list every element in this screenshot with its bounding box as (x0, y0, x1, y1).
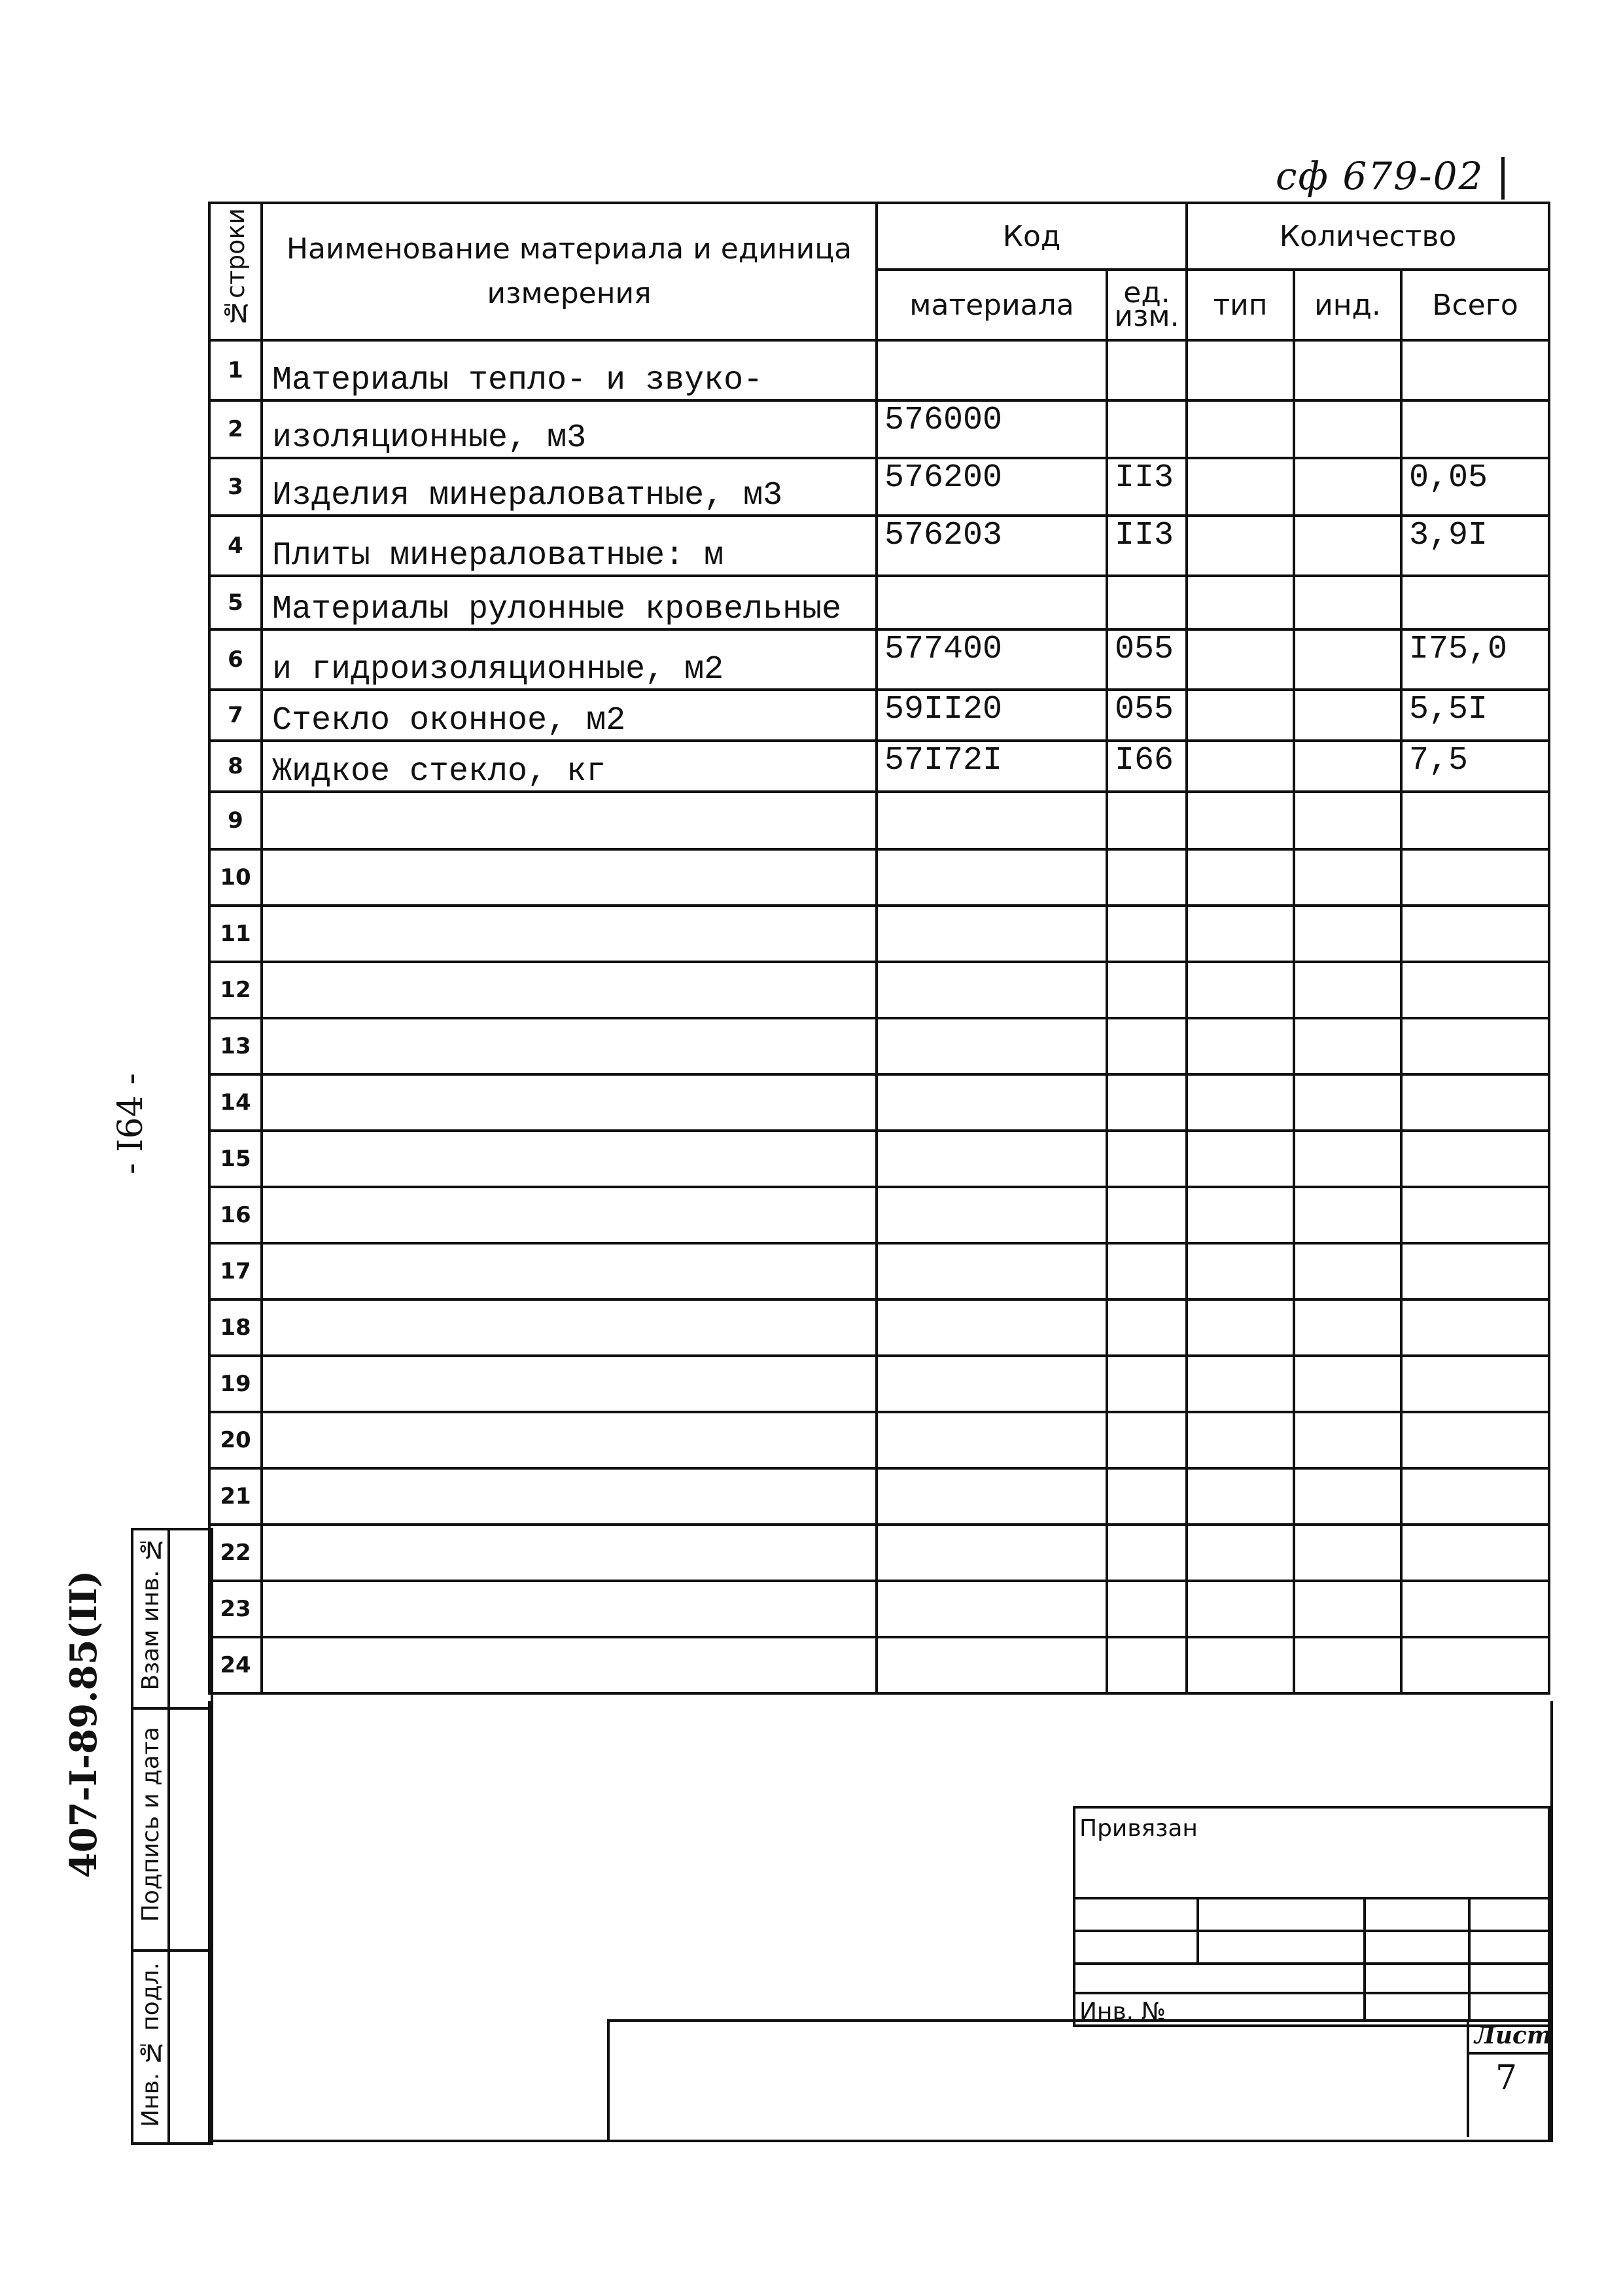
quantity-total (1401, 1018, 1549, 1074)
quantity-ind (1294, 1131, 1401, 1187)
row-number: 22 (209, 1525, 262, 1581)
row-number: 11 (209, 906, 262, 962)
quantity-total (1401, 1581, 1549, 1637)
title-block-lower (607, 2019, 1550, 2142)
material-name (262, 1187, 877, 1243)
table-row (209, 741, 1549, 792)
quantity-ind (1294, 1018, 1401, 1074)
material-name: Материалы тепло- и звуко- (262, 340, 877, 400)
unit-code (1107, 1525, 1187, 1581)
quantity-total (1401, 849, 1549, 906)
unit-code (1107, 400, 1187, 458)
quantity-total: 5,5I (1401, 690, 1549, 741)
material-code (877, 340, 1107, 400)
quantity-ind (1294, 792, 1401, 849)
table-row (209, 1131, 1549, 1187)
material-code: 577400 (877, 629, 1107, 690)
material-name (262, 1412, 877, 1468)
material-code: 59II20 (877, 690, 1107, 741)
row-number: 13 (209, 1018, 262, 1074)
quantity-ind (1294, 516, 1401, 576)
quantity-type (1187, 1637, 1294, 1693)
quantity-ind (1294, 1637, 1401, 1693)
quantity-ind (1294, 906, 1401, 962)
table-row (209, 516, 1549, 576)
unit-code (1107, 1299, 1187, 1356)
material-name (262, 1356, 877, 1412)
quantity-type (1187, 400, 1294, 458)
quantity-ind (1294, 400, 1401, 458)
table-row (209, 340, 1549, 400)
header-material-name: Наименование материала и единица измерения (262, 203, 877, 340)
unit-code (1107, 849, 1187, 906)
row-number: 9 (209, 792, 262, 849)
quantity-total (1401, 1243, 1549, 1299)
row-number: 4 (209, 516, 262, 576)
quantity-type (1187, 1018, 1294, 1074)
table-row (209, 458, 1549, 516)
row-number: 15 (209, 1131, 262, 1187)
swap-inventory-label: Взам инв. № (137, 1536, 164, 1691)
unit-code (1107, 1468, 1187, 1525)
quantity-type (1187, 1581, 1294, 1637)
quantity-total (1401, 792, 1549, 849)
material-code (877, 1131, 1107, 1187)
quantity-ind (1294, 741, 1401, 792)
row-number: 12 (209, 962, 262, 1018)
unit-code (1107, 1187, 1187, 1243)
unit-code (1107, 962, 1187, 1018)
table-row (209, 629, 1549, 690)
quantity-ind (1294, 1468, 1401, 1525)
material-code: 576000 (877, 400, 1107, 458)
quantity-total (1401, 1525, 1549, 1581)
material-name: и гидроизоляционные, м2 (262, 629, 877, 690)
unit-code: 055 (1107, 690, 1187, 741)
quantity-total (1401, 576, 1549, 629)
header-row-number: №строки (209, 203, 262, 340)
sheet-label: Лист (1475, 2022, 1552, 2049)
header-code: Код (877, 203, 1187, 270)
quantity-type (1187, 1243, 1294, 1299)
original-inventory-label: Инв. № подл. (137, 1962, 164, 2127)
row-number: 18 (209, 1299, 262, 1356)
unit-code (1107, 792, 1187, 849)
sheet-divider (1469, 2052, 1548, 2055)
quantity-ind (1294, 849, 1401, 906)
quantity-type (1187, 690, 1294, 741)
stamp-line (1196, 1897, 1199, 1962)
material-name (262, 1243, 877, 1299)
table-row (209, 1637, 1549, 1693)
row-number: 20 (209, 1412, 262, 1468)
stamp-line (1075, 1992, 1548, 1994)
table-row (209, 906, 1549, 962)
quantity-type (1187, 741, 1294, 792)
material-code (877, 1356, 1107, 1412)
material-name: Изделия минераловатные, м3 (262, 458, 877, 516)
material-name (262, 1581, 877, 1637)
header-quantity: Количество (1187, 203, 1549, 270)
quantity-ind (1294, 1074, 1401, 1131)
table-row (209, 1299, 1549, 1356)
unit-code: 055 (1107, 629, 1187, 690)
material-code: 576203 (877, 516, 1107, 576)
material-name: изоляционные, м3 (262, 400, 877, 458)
sheet-box (1467, 2019, 1552, 2137)
material-code (877, 1187, 1107, 1243)
quantity-type (1187, 1299, 1294, 1356)
table-row (209, 1018, 1549, 1074)
header-code-unit: ед. изм. (1107, 270, 1187, 340)
material-code (877, 1243, 1107, 1299)
quantity-type (1187, 1356, 1294, 1412)
material-name (262, 906, 877, 962)
quantity-type (1187, 906, 1294, 962)
material-name (262, 1468, 877, 1525)
row-number: 24 (209, 1637, 262, 1693)
quantity-total: 3,9I (1401, 516, 1549, 576)
row-number: 17 (209, 1243, 262, 1299)
unit-code (1107, 906, 1187, 962)
row-number: 6 (209, 629, 262, 690)
material-code (877, 1018, 1107, 1074)
side-stamp-divider (133, 1949, 211, 1952)
quantity-ind (1294, 1581, 1401, 1637)
quantity-ind (1294, 1299, 1401, 1356)
materials-table (208, 202, 1550, 1695)
quantity-total (1401, 962, 1549, 1018)
row-number: 2 (209, 400, 262, 458)
quantity-ind (1294, 1356, 1401, 1412)
material-name (262, 1637, 877, 1693)
table-row (209, 792, 1549, 849)
table-row (209, 576, 1549, 629)
document-code: сф 679-02 (1276, 154, 1484, 198)
table-row (209, 1412, 1549, 1468)
quantity-total (1401, 1468, 1549, 1525)
row-number: 19 (209, 1356, 262, 1412)
attached-label: Привязан (1079, 1815, 1198, 1842)
table-row (209, 1356, 1549, 1412)
row-number: 23 (209, 1581, 262, 1637)
material-code (877, 1074, 1107, 1131)
row-number: 14 (209, 1074, 262, 1131)
row-number: 16 (209, 1187, 262, 1243)
material-code (877, 792, 1107, 849)
table-row (209, 849, 1549, 906)
unit-code: II3 (1107, 458, 1187, 516)
quantity-type (1187, 458, 1294, 516)
unit-code (1107, 1412, 1187, 1468)
stamp-line (1075, 1930, 1548, 1932)
quantity-ind (1294, 340, 1401, 400)
quantity-ind (1294, 1412, 1401, 1468)
quantity-total (1401, 340, 1549, 400)
material-name (262, 1131, 877, 1187)
quantity-ind (1294, 1187, 1401, 1243)
material-code: 576200 (877, 458, 1107, 516)
row-number: 1 (209, 340, 262, 400)
row-number: 5 (209, 576, 262, 629)
table-row (209, 690, 1549, 741)
material-name: Плиты минераловатные: м (262, 516, 877, 576)
quantity-type (1187, 792, 1294, 849)
document-designation: 407-I-89.85(II) (62, 1570, 105, 1879)
material-code (877, 1299, 1107, 1356)
unit-code (1107, 1581, 1187, 1637)
quantity-type (1187, 1468, 1294, 1525)
table-row (209, 1525, 1549, 1581)
unit-code (1107, 1243, 1187, 1299)
header-qty-ind: инд. (1294, 270, 1401, 340)
material-code (877, 849, 1107, 906)
unit-code: II3 (1107, 516, 1187, 576)
quantity-total: 7,5 (1401, 741, 1549, 792)
unit-code (1107, 1074, 1187, 1131)
quantity-type (1187, 1187, 1294, 1243)
stamp-line (1075, 1962, 1548, 1965)
unit-code (1107, 1356, 1187, 1412)
quantity-ind (1294, 458, 1401, 516)
material-code (877, 962, 1107, 1018)
table-row (209, 962, 1549, 1018)
quantity-type (1187, 629, 1294, 690)
header-qty-type: тип (1187, 270, 1294, 340)
signature-date-label: Подпись и дата (137, 1727, 164, 1922)
material-name: Стекло оконное, м2 (262, 690, 877, 741)
table-row (209, 1243, 1549, 1299)
material-name (262, 792, 877, 849)
quantity-total (1401, 1356, 1549, 1412)
unit-code (1107, 1637, 1187, 1693)
header-qty-total: Всего (1401, 270, 1549, 340)
table-row (209, 1581, 1549, 1637)
quantity-total: 0,05 (1401, 458, 1549, 516)
material-name (262, 1074, 877, 1131)
quantity-ind (1294, 629, 1401, 690)
row-number: 3 (209, 458, 262, 516)
material-name (262, 849, 877, 906)
material-code (877, 1412, 1107, 1468)
quantity-type (1187, 576, 1294, 629)
row-number: 10 (209, 849, 262, 906)
quantity-type (1187, 516, 1294, 576)
stamp-line (1468, 1897, 1471, 2021)
unit-code: I66 (1107, 741, 1187, 792)
material-code (877, 1581, 1107, 1637)
stamp-line (1075, 1897, 1548, 1899)
material-name (262, 1299, 877, 1356)
quantity-total (1401, 1074, 1549, 1131)
unit-code (1107, 1131, 1187, 1187)
document-code-mark (1501, 157, 1505, 200)
quantity-type (1187, 1412, 1294, 1468)
unit-code (1107, 340, 1187, 400)
material-code (877, 1468, 1107, 1525)
side-stamp-divider (133, 1707, 211, 1710)
table-row (209, 1187, 1549, 1243)
unit-code (1107, 1018, 1187, 1074)
quantity-total (1401, 1412, 1549, 1468)
stamp-line (1363, 1897, 1366, 2021)
quantity-type (1187, 340, 1294, 400)
quantity-type (1187, 962, 1294, 1018)
material-name (262, 962, 877, 1018)
quantity-total: I75,0 (1401, 629, 1549, 690)
quantity-total (1401, 1187, 1549, 1243)
header-code-material: материала (877, 270, 1107, 340)
attachment-stamp (1073, 1806, 1550, 2027)
unit-code (1107, 576, 1187, 629)
table-row (209, 400, 1549, 458)
table-row (209, 1074, 1549, 1131)
material-code (877, 1637, 1107, 1693)
inventory-number-label: Инв. № (1079, 1998, 1166, 2025)
quantity-type (1187, 1074, 1294, 1131)
page-number: - I64 - (111, 1073, 150, 1174)
quantity-total (1401, 400, 1549, 458)
row-number: 21 (209, 1468, 262, 1525)
table-row (209, 1468, 1549, 1525)
quantity-ind (1294, 1243, 1401, 1299)
quantity-type (1187, 1525, 1294, 1581)
quantity-total (1401, 1131, 1549, 1187)
quantity-total (1401, 1637, 1549, 1693)
quantity-ind (1294, 962, 1401, 1018)
quantity-type (1187, 1131, 1294, 1187)
quantity-total (1401, 906, 1549, 962)
material-code (877, 1525, 1107, 1581)
row-number: 8 (209, 741, 262, 792)
quantity-ind (1294, 576, 1401, 629)
material-code (877, 906, 1107, 962)
material-code (877, 576, 1107, 629)
sheet-number: 7 (1495, 2058, 1518, 2098)
row-number: 7 (209, 690, 262, 741)
material-name: Жидкое стекло, кг (262, 741, 877, 792)
material-name (262, 1525, 877, 1581)
quantity-total (1401, 1299, 1549, 1356)
material-name (262, 1018, 877, 1074)
side-stamp (131, 1528, 213, 2145)
quantity-ind (1294, 1525, 1401, 1581)
quantity-type (1187, 849, 1294, 906)
quantity-ind (1294, 690, 1401, 741)
material-code: 57I72I (877, 741, 1107, 792)
material-name: Материалы рулонные кровельные (262, 576, 877, 629)
